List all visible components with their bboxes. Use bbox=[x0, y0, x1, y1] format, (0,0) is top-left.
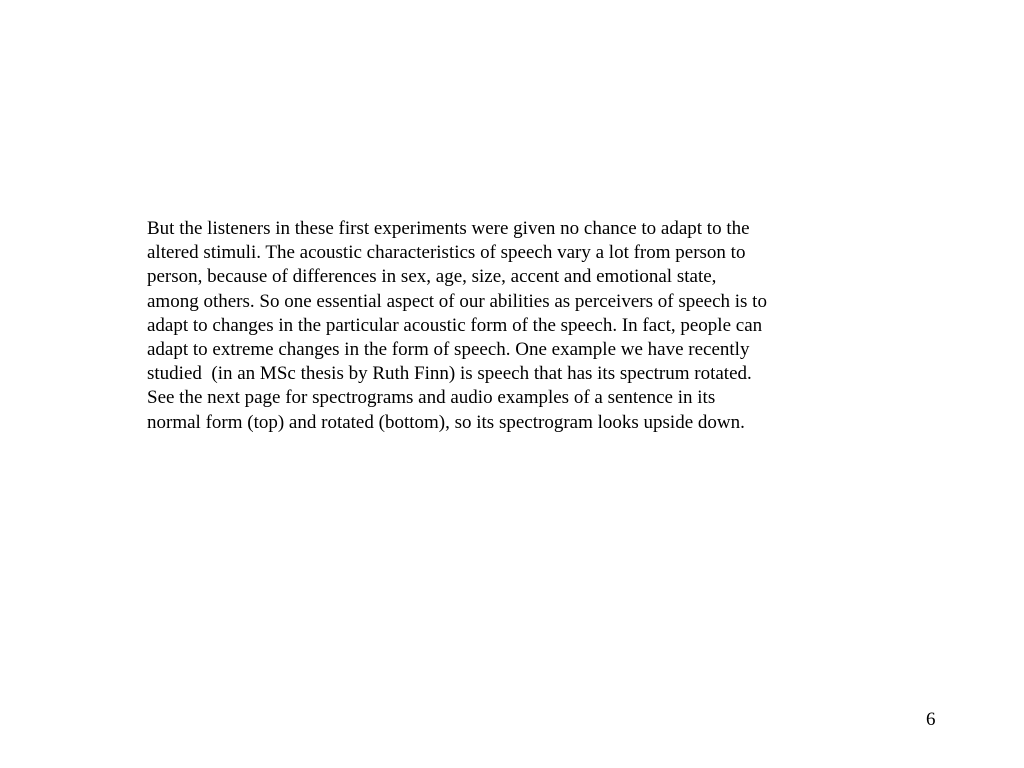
paragraph-line-4: among others. So one essential aspect of our abilities as perceivers of speech is to bbox=[147, 290, 767, 312]
paragraph-line-7: studied (in an MSc thesis by Ruth Finn) is speech that has its spectrum rotated. bbox=[147, 363, 752, 385]
body-paragraph bbox=[147, 217, 907, 435]
paragraph-line-1: But the listeners in these first experiments were given no chance to adapt to the bbox=[147, 218, 750, 239]
paragraph-line-8: See the next page for spectrograms and audio examples of a sentence in its bbox=[147, 387, 716, 409]
paragraph-line-3: person, because of differences in sex, age, size, accent and emotional state, bbox=[147, 266, 717, 288]
paragraph-line-6: adapt to extreme changes in the form of speech. One example we have recently bbox=[147, 339, 750, 361]
paragraph-line-2: altered stimuli. The acoustic characteristics of speech vary a lot from person to bbox=[147, 242, 746, 264]
page-number: 6 bbox=[926, 709, 936, 730]
paragraph-line-5: adapt to changes in the particular acoustic form of the speech. In fact, people can bbox=[147, 314, 763, 336]
paragraph-line-9: normal form (top) and rotated (bottom), so its spectrogram looks upside down. bbox=[147, 411, 745, 433]
